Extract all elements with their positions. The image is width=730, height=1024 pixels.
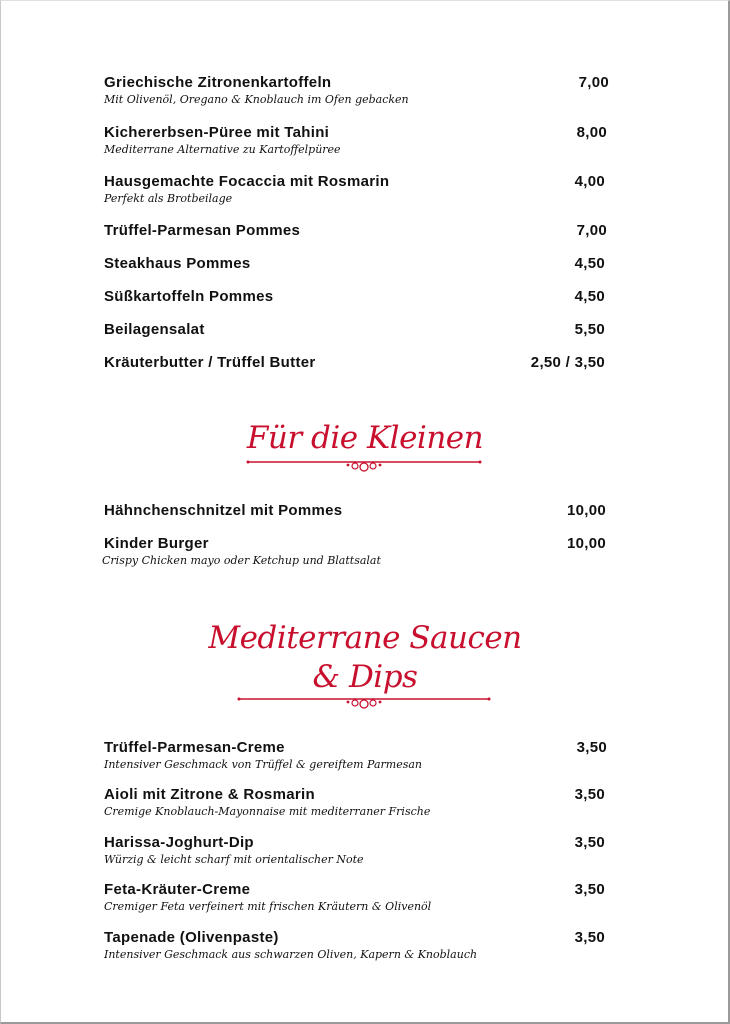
item-name: Trüffel-Parmesan Pommes — [104, 222, 301, 239]
item-name: Hähnchenschnitzel mit Pommes — [104, 502, 343, 519]
item-name: Steakhaus Pommes — [104, 255, 251, 272]
section-title-sauces-line2: & Dips — [312, 659, 418, 695]
item-description: Mediterrane Alternative zu Kartoffelpüree — [104, 143, 341, 156]
item-price: 10,00 — [566, 502, 606, 519]
section-title-sauces-line1: Mediterrane Saucen — [208, 620, 522, 656]
item-name: Kräuterbutter / Trüffel Butter — [104, 354, 316, 371]
item-price: 5,50 — [574, 321, 605, 338]
menu-item — [104, 222, 609, 240]
item-price: 3,50 — [576, 739, 607, 756]
item-name: Griechische Zitronenkartoffeln — [104, 74, 332, 91]
item-price: 3,50 — [574, 834, 605, 851]
item-price: 7,00 — [576, 222, 607, 239]
item-price: 3,50 — [574, 929, 605, 946]
item-price: 2,50 / 3,50 — [530, 354, 605, 371]
menu-item — [104, 739, 609, 772]
menu-item — [104, 535, 609, 568]
menu-item — [104, 288, 609, 306]
menu-item — [104, 321, 609, 339]
menu-item — [104, 502, 609, 520]
item-name: Feta-Kräuter-Creme — [104, 881, 251, 898]
item-name: Harissa-Joghurt-Dip — [104, 834, 254, 851]
item-price: 4,50 — [574, 288, 605, 305]
item-name: Hausgemachte Focaccia mit Rosmarin — [104, 173, 390, 190]
item-price: 8,00 — [576, 124, 607, 141]
item-description: Intensiver Geschmack von Trüffel & gereiftem Parmesan — [104, 758, 423, 771]
item-description: Mit Olivenöl, Oregano & Knoblauch im Ofen gebacken — [104, 93, 409, 106]
item-price: 4,50 — [574, 255, 605, 272]
menu-item — [104, 124, 609, 157]
item-name: Kichererbsen-Püree mit Tahini — [104, 124, 330, 141]
ornament-divider — [246, 456, 482, 476]
item-name: Beilagensalat — [104, 321, 205, 338]
menu-item — [104, 834, 609, 867]
item-price: 4,00 — [574, 173, 605, 190]
item-name: Aioli mit Zitrone & Rosmarin — [104, 786, 315, 803]
item-description: Würzig & leicht scharf mit orientalischer Note — [104, 853, 364, 866]
section-title-kids: Für die Kleinen — [246, 420, 484, 456]
item-description: Cremiger Feta verfeinert mit frischen Kräutern & Olivenöl — [104, 900, 432, 913]
menu-item — [104, 354, 609, 372]
item-description: Crispy Chicken mayo oder Ketchup und Blattsalat — [102, 554, 381, 567]
item-price: 7,00 — [578, 74, 609, 91]
item-description: Perfekt als Brotbeilage — [104, 192, 233, 205]
menu-item — [104, 786, 609, 819]
menu-item — [104, 929, 609, 962]
ornament-divider — [237, 693, 491, 713]
menu-item — [104, 74, 609, 107]
item-name: Trüffel-Parmesan-Creme — [104, 739, 285, 756]
item-name: Kinder Burger — [104, 535, 209, 552]
item-price: 10,00 — [566, 535, 606, 552]
menu-item — [104, 881, 609, 914]
menu-item — [104, 173, 609, 206]
menu-item — [104, 255, 609, 273]
item-name: Tapenade (Olivenpaste) — [104, 929, 279, 946]
item-description: Cremige Knoblauch-Mayonnaise mit mediterraner Frische — [104, 805, 431, 818]
item-description: Intensiver Geschmack aus schwarzen Oliven, Kapern & Knoblauch — [104, 948, 478, 961]
item-price: 3,50 — [574, 786, 605, 803]
item-name: Süßkartoffeln Pommes — [104, 288, 274, 305]
item-price: 3,50 — [574, 881, 605, 898]
